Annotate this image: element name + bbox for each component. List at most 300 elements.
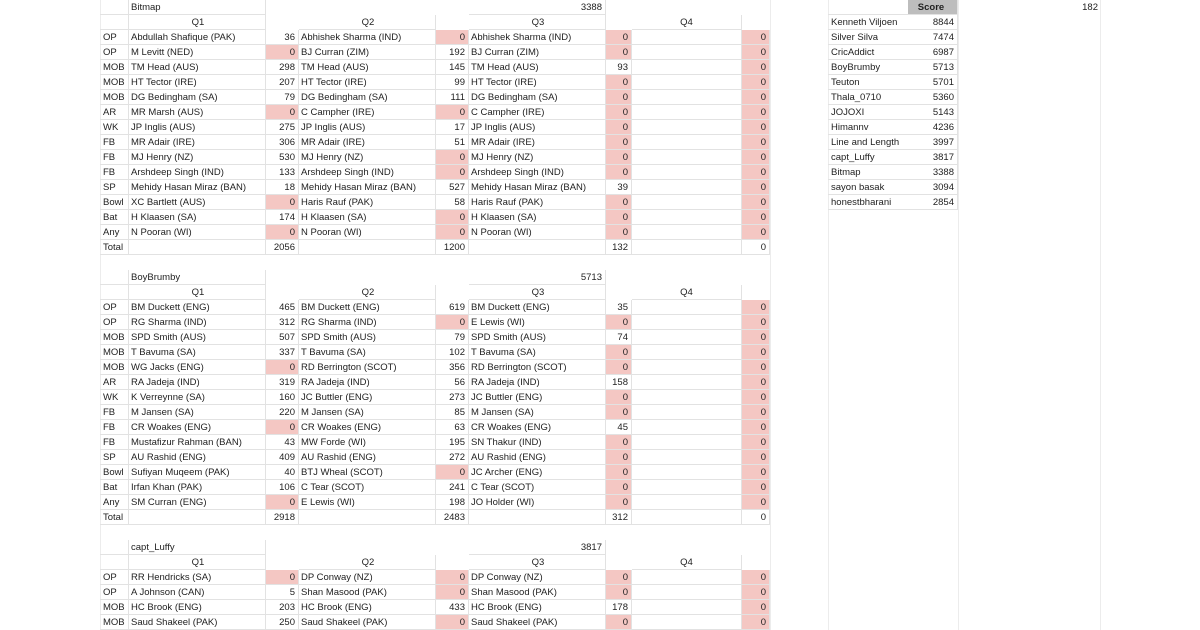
points-cell[interactable]: 0 [742,135,770,150]
player-cell[interactable]: M Jansen (SA) [299,405,436,420]
points-cell[interactable]: 0 [606,105,632,120]
player-cell[interactable]: Abhishek Sharma (IND) [469,30,606,45]
points-cell[interactable]: 203 [266,600,299,615]
points-cell[interactable]: 17 [436,120,469,135]
points-cell[interactable]: 0 [606,495,632,510]
player-cell[interactable]: M Jansen (SA) [469,405,606,420]
points-cell[interactable]: 133 [266,165,299,180]
player-cell[interactable] [632,345,742,360]
points-cell[interactable]: 0 [742,480,770,495]
points-cell[interactable]: 51 [436,135,469,150]
points-cell[interactable]: 0 [742,315,770,330]
player-cell[interactable] [632,120,742,135]
manager-name[interactable]: JOJOXI [828,105,908,120]
points-cell[interactable]: 0 [742,570,770,585]
position-cell[interactable]: FB [100,435,129,450]
cell[interactable] [129,240,266,255]
player-cell[interactable]: BM Duckett (ENG) [469,300,606,315]
player-cell[interactable]: Arshdeep Singh (IND) [469,165,606,180]
player-cell[interactable]: WG Jacks (ENG) [129,360,266,375]
player-cell[interactable]: RR Hendricks (SA) [129,570,266,585]
points-cell[interactable]: 433 [436,600,469,615]
points-cell[interactable]: 0 [606,570,632,585]
points-cell[interactable]: 0 [742,75,770,90]
cell[interactable] [632,510,742,525]
player-cell[interactable]: AU Rashid (ENG) [129,450,266,465]
player-cell[interactable] [632,90,742,105]
points-cell[interactable]: 527 [436,180,469,195]
player-cell[interactable]: DG Bedingham (SA) [469,90,606,105]
points-cell[interactable]: 43 [266,435,299,450]
points-cell[interactable]: 507 [266,330,299,345]
points-cell[interactable]: 0 [606,345,632,360]
team-score[interactable]: 3817 [469,540,606,555]
player-cell[interactable]: CR Woakes (ENG) [129,420,266,435]
points-cell[interactable]: 0 [436,210,469,225]
player-cell[interactable]: JC Archer (ENG) [469,465,606,480]
points-cell[interactable]: 0 [742,495,770,510]
manager-score[interactable]: 7474 [908,30,958,45]
points-cell[interactable]: 0 [742,585,770,600]
player-cell[interactable]: H Klaasen (SA) [129,210,266,225]
player-cell[interactable]: DP Conway (NZ) [469,570,606,585]
quarter-header[interactable]: Q2 [299,15,436,30]
player-cell[interactable]: DP Conway (NZ) [299,570,436,585]
player-cell[interactable]: MR Adair (IRE) [129,135,266,150]
player-cell[interactable]: C Tear (SCOT) [469,480,606,495]
total-cell[interactable]: 1200 [436,240,469,255]
points-cell[interactable]: 0 [742,615,770,630]
manager-score[interactable]: 8844 [908,15,958,30]
quarter-header[interactable]: Q1 [129,285,266,300]
points-cell[interactable]: 0 [606,30,632,45]
player-cell[interactable]: SPD Smith (AUS) [129,330,266,345]
player-cell[interactable]: Irfan Khan (PAK) [129,480,266,495]
player-cell[interactable]: RA Jadeja (IND) [129,375,266,390]
score-header[interactable]: Score [908,0,958,15]
player-cell[interactable]: T Bavuma (SA) [299,345,436,360]
player-cell[interactable]: Haris Rauf (PAK) [469,195,606,210]
player-cell[interactable] [632,390,742,405]
points-cell[interactable]: 0 [606,135,632,150]
player-cell[interactable]: Shan Masood (PAK) [299,585,436,600]
position-cell[interactable]: WK [100,390,129,405]
points-cell[interactable]: 272 [436,450,469,465]
points-cell[interactable]: 0 [606,165,632,180]
position-cell[interactable]: WK [100,120,129,135]
points-cell[interactable]: 0 [606,360,632,375]
position-cell[interactable]: MOB [100,600,129,615]
points-cell[interactable]: 0 [742,375,770,390]
position-cell[interactable]: OP [100,570,129,585]
player-cell[interactable] [632,315,742,330]
player-cell[interactable]: RG Sharma (IND) [299,315,436,330]
points-cell[interactable]: 0 [266,420,299,435]
player-cell[interactable] [632,450,742,465]
player-cell[interactable]: HT Tector (IRE) [129,75,266,90]
player-cell[interactable]: RD Berrington (SCOT) [299,360,436,375]
manager-score[interactable]: 3094 [908,180,958,195]
points-cell[interactable]: 0 [742,600,770,615]
points-cell[interactable]: 0 [266,45,299,60]
points-cell[interactable]: 45 [606,420,632,435]
player-cell[interactable]: N Pooran (WI) [299,225,436,240]
player-cell[interactable]: Haris Rauf (PAK) [299,195,436,210]
player-cell[interactable]: MW Forde (WI) [299,435,436,450]
points-cell[interactable]: 0 [742,45,770,60]
corner-value[interactable]: 182 [1082,2,1098,13]
position-cell[interactable]: AR [100,375,129,390]
cell[interactable] [100,540,129,555]
points-cell[interactable]: 0 [436,585,469,600]
player-cell[interactable] [632,135,742,150]
points-cell[interactable]: 0 [606,405,632,420]
position-cell[interactable]: FB [100,135,129,150]
points-cell[interactable]: 0 [266,195,299,210]
player-cell[interactable]: Shan Masood (PAK) [469,585,606,600]
quarter-header[interactable]: Q4 [632,285,742,300]
manager-name[interactable]: Thala_0710 [828,90,908,105]
points-cell[interactable]: 0 [606,465,632,480]
player-cell[interactable]: HC Brook (ENG) [469,600,606,615]
player-cell[interactable]: SPD Smith (AUS) [469,330,606,345]
manager-score[interactable]: 3997 [908,135,958,150]
position-cell[interactable]: FB [100,150,129,165]
manager-name[interactable]: capt_Luffy [828,150,908,165]
quarter-header[interactable]: Q2 [299,555,436,570]
player-cell[interactable] [632,60,742,75]
manager-name[interactable]: Himannv [828,120,908,135]
points-cell[interactable]: 0 [742,390,770,405]
manager-name[interactable]: Line and Length [828,135,908,150]
points-cell[interactable]: 0 [606,615,632,630]
player-cell[interactable]: Abhishek Sharma (IND) [299,30,436,45]
quarter-header[interactable]: Q2 [299,285,436,300]
points-cell[interactable]: 0 [742,210,770,225]
points-cell[interactable]: 306 [266,135,299,150]
cell[interactable] [828,0,908,15]
player-cell[interactable]: A Johnson (CAN) [129,585,266,600]
points-cell[interactable]: 0 [436,165,469,180]
player-cell[interactable] [632,75,742,90]
player-cell[interactable]: RA Jadeja (IND) [469,375,606,390]
points-cell[interactable]: 195 [436,435,469,450]
player-cell[interactable]: Arshdeep Singh (IND) [129,165,266,180]
player-cell[interactable]: N Pooran (WI) [469,225,606,240]
points-cell[interactable]: 0 [606,435,632,450]
player-cell[interactable]: JP Inglis (AUS) [129,120,266,135]
player-cell[interactable]: SPD Smith (AUS) [299,330,436,345]
player-cell[interactable]: Mehidy Hasan Miraz (BAN) [129,180,266,195]
cell[interactable] [129,510,266,525]
points-cell[interactable]: 111 [436,90,469,105]
player-cell[interactable]: Arshdeep Singh (IND) [299,165,436,180]
player-cell[interactable] [632,615,742,630]
manager-score[interactable]: 4236 [908,120,958,135]
player-cell[interactable]: Saud Shakeel (PAK) [129,615,266,630]
player-cell[interactable] [632,195,742,210]
manager-name[interactable]: honestbharani [828,195,908,210]
quarter-header[interactable]: Q3 [469,15,606,30]
quarter-header[interactable]: Q1 [129,555,266,570]
position-cell[interactable]: OP [100,30,129,45]
cell[interactable] [632,240,742,255]
player-cell[interactable] [632,585,742,600]
position-cell[interactable]: MOB [100,360,129,375]
player-cell[interactable] [632,480,742,495]
points-cell[interactable]: 0 [606,45,632,60]
points-cell[interactable]: 85 [436,405,469,420]
player-cell[interactable]: BM Duckett (ENG) [129,300,266,315]
points-cell[interactable]: 0 [606,450,632,465]
player-cell[interactable]: JP Inglis (AUS) [299,120,436,135]
points-cell[interactable]: 102 [436,345,469,360]
quarter-header[interactable]: Q1 [129,15,266,30]
points-cell[interactable]: 356 [436,360,469,375]
manager-score[interactable]: 5701 [908,75,958,90]
points-cell[interactable]: 0 [742,165,770,180]
points-cell[interactable]: 178 [606,600,632,615]
points-cell[interactable]: 241 [436,480,469,495]
player-cell[interactable]: MR Marsh (AUS) [129,105,266,120]
player-cell[interactable]: AU Rashid (ENG) [299,450,436,465]
player-cell[interactable]: TM Head (AUS) [129,60,266,75]
player-cell[interactable]: BM Duckett (ENG) [299,300,436,315]
team-score[interactable]: 5713 [469,270,606,285]
points-cell[interactable]: 0 [742,330,770,345]
player-cell[interactable] [632,405,742,420]
manager-score[interactable]: 6987 [908,45,958,60]
points-cell[interactable]: 0 [266,225,299,240]
position-cell[interactable]: AR [100,105,129,120]
total-label[interactable]: Total [100,510,129,525]
player-cell[interactable] [632,165,742,180]
player-cell[interactable]: K Verreynne (SA) [129,390,266,405]
points-cell[interactable]: 0 [742,420,770,435]
position-cell[interactable]: FB [100,405,129,420]
player-cell[interactable]: Saud Shakeel (PAK) [299,615,436,630]
points-cell[interactable]: 0 [742,30,770,45]
points-cell[interactable]: 0 [606,90,632,105]
position-cell[interactable]: OP [100,45,129,60]
player-cell[interactable] [632,465,742,480]
points-cell[interactable]: 0 [606,150,632,165]
player-cell[interactable] [632,435,742,450]
player-cell[interactable]: TM Head (AUS) [469,60,606,75]
points-cell[interactable]: 79 [266,90,299,105]
player-cell[interactable]: RD Berrington (SCOT) [469,360,606,375]
points-cell[interactable]: 619 [436,300,469,315]
player-cell[interactable]: MR Adair (IRE) [469,135,606,150]
player-cell[interactable]: C Campher (IRE) [299,105,436,120]
manager-name[interactable]: Silver Silva [828,30,908,45]
player-cell[interactable]: Sufiyan Muqeem (PAK) [129,465,266,480]
player-cell[interactable] [632,105,742,120]
points-cell[interactable]: 0 [742,435,770,450]
points-cell[interactable]: 39 [606,180,632,195]
cell[interactable] [100,15,129,30]
points-cell[interactable]: 250 [266,615,299,630]
manager-name[interactable]: CricAddict [828,45,908,60]
points-cell[interactable]: 56 [436,375,469,390]
points-cell[interactable]: 0 [436,105,469,120]
player-cell[interactable]: SM Curran (ENG) [129,495,266,510]
player-cell[interactable]: T Bavuma (SA) [469,345,606,360]
points-cell[interactable]: 0 [742,195,770,210]
player-cell[interactable]: HT Tector (IRE) [469,75,606,90]
player-cell[interactable]: XC Bartlett (AUS) [129,195,266,210]
total-cell[interactable]: 0 [742,240,770,255]
manager-score[interactable]: 5713 [908,60,958,75]
cell[interactable] [469,510,606,525]
points-cell[interactable]: 337 [266,345,299,360]
manager-name[interactable]: Teuton [828,75,908,90]
player-cell[interactable]: E Lewis (WI) [299,495,436,510]
quarter-header[interactable]: Q3 [469,555,606,570]
points-cell[interactable]: 0 [742,360,770,375]
player-cell[interactable]: JC Buttler (ENG) [469,390,606,405]
team-name[interactable]: capt_Luffy [129,540,266,555]
quarter-header[interactable]: Q4 [632,15,742,30]
cell[interactable] [299,240,436,255]
player-cell[interactable] [632,210,742,225]
player-cell[interactable]: TM Head (AUS) [299,60,436,75]
points-cell[interactable]: 319 [266,375,299,390]
position-cell[interactable]: SP [100,450,129,465]
points-cell[interactable]: 0 [742,180,770,195]
total-cell[interactable]: 132 [606,240,632,255]
player-cell[interactable] [632,420,742,435]
player-cell[interactable] [632,225,742,240]
points-cell[interactable]: 0 [266,105,299,120]
points-cell[interactable]: 198 [436,495,469,510]
player-cell[interactable]: JO Holder (WI) [469,495,606,510]
player-cell[interactable]: MR Adair (IRE) [299,135,436,150]
position-cell[interactable]: FB [100,165,129,180]
player-cell[interactable]: RA Jadeja (IND) [299,375,436,390]
position-cell[interactable]: OP [100,585,129,600]
position-cell[interactable]: Any [100,225,129,240]
points-cell[interactable]: 0 [606,120,632,135]
player-cell[interactable]: BJ Curran (ZIM) [469,45,606,60]
position-cell[interactable]: MOB [100,90,129,105]
player-cell[interactable]: Mustafizur Rahman (BAN) [129,435,266,450]
points-cell[interactable]: 0 [606,480,632,495]
player-cell[interactable]: MJ Henry (NZ) [469,150,606,165]
player-cell[interactable]: Saud Shakeel (PAK) [469,615,606,630]
points-cell[interactable]: 5 [266,585,299,600]
player-cell[interactable]: JP Inglis (AUS) [469,120,606,135]
position-cell[interactable]: Bat [100,210,129,225]
points-cell[interactable]: 465 [266,300,299,315]
position-cell[interactable]: OP [100,300,129,315]
player-cell[interactable] [632,375,742,390]
total-cell[interactable]: 2918 [266,510,299,525]
player-cell[interactable]: SN Thakur (IND) [469,435,606,450]
points-cell[interactable]: 0 [436,465,469,480]
cell[interactable] [100,0,129,15]
points-cell[interactable]: 145 [436,60,469,75]
player-cell[interactable]: MJ Henry (NZ) [129,150,266,165]
player-cell[interactable]: AU Rashid (ENG) [469,450,606,465]
points-cell[interactable]: 0 [266,360,299,375]
points-cell[interactable]: 409 [266,450,299,465]
player-cell[interactable]: JC Buttler (ENG) [299,390,436,405]
points-cell[interactable]: 18 [266,180,299,195]
points-cell[interactable]: 36 [266,30,299,45]
points-cell[interactable]: 0 [436,570,469,585]
player-cell[interactable]: BJ Curran (ZIM) [299,45,436,60]
player-cell[interactable]: HC Brook (ENG) [129,600,266,615]
points-cell[interactable]: 0 [436,30,469,45]
player-cell[interactable]: BTJ Wheal (SCOT) [299,465,436,480]
points-cell[interactable]: 99 [436,75,469,90]
position-cell[interactable]: SP [100,180,129,195]
cell[interactable] [469,240,606,255]
points-cell[interactable]: 0 [606,75,632,90]
player-cell[interactable] [632,180,742,195]
total-cell[interactable]: 0 [742,510,770,525]
total-cell[interactable]: 2483 [436,510,469,525]
points-cell[interactable]: 174 [266,210,299,225]
player-cell[interactable]: C Tear (SCOT) [299,480,436,495]
player-cell[interactable]: Mehidy Hasan Miraz (BAN) [469,180,606,195]
position-cell[interactable]: MOB [100,75,129,90]
points-cell[interactable]: 0 [742,450,770,465]
cell[interactable] [299,510,436,525]
player-cell[interactable] [632,600,742,615]
position-cell[interactable]: OP [100,315,129,330]
player-cell[interactable]: N Pooran (WI) [129,225,266,240]
cell[interactable] [100,270,129,285]
player-cell[interactable]: M Levitt (NED) [129,45,266,60]
player-cell[interactable]: DG Bedingham (SA) [299,90,436,105]
manager-name[interactable]: BoyBrumby [828,60,908,75]
points-cell[interactable]: 275 [266,120,299,135]
player-cell[interactable] [632,45,742,60]
player-cell[interactable]: Mehidy Hasan Miraz (BAN) [299,180,436,195]
points-cell[interactable]: 0 [606,585,632,600]
player-cell[interactable] [632,150,742,165]
position-cell[interactable]: Any [100,495,129,510]
points-cell[interactable]: 35 [606,300,632,315]
player-cell[interactable]: E Lewis (WI) [469,315,606,330]
points-cell[interactable]: 312 [266,315,299,330]
points-cell[interactable]: 0 [606,390,632,405]
player-cell[interactable] [632,330,742,345]
player-cell[interactable]: RG Sharma (IND) [129,315,266,330]
player-cell[interactable]: HC Brook (ENG) [299,600,436,615]
position-cell[interactable]: MOB [100,615,129,630]
manager-name[interactable]: sayon basak [828,180,908,195]
player-cell[interactable]: C Campher (IRE) [469,105,606,120]
points-cell[interactable]: 40 [266,465,299,480]
points-cell[interactable]: 79 [436,330,469,345]
points-cell[interactable]: 0 [606,195,632,210]
cell[interactable] [100,285,129,300]
player-cell[interactable] [632,570,742,585]
manager-name[interactable]: Bitmap [828,165,908,180]
player-cell[interactable]: HT Tector (IRE) [299,75,436,90]
player-cell[interactable]: CR Woakes (ENG) [469,420,606,435]
points-cell[interactable]: 298 [266,60,299,75]
points-cell[interactable]: 273 [436,390,469,405]
points-cell[interactable]: 0 [436,150,469,165]
player-cell[interactable]: MJ Henry (NZ) [299,150,436,165]
points-cell[interactable]: 0 [742,405,770,420]
points-cell[interactable]: 74 [606,330,632,345]
position-cell[interactable]: Bowl [100,195,129,210]
